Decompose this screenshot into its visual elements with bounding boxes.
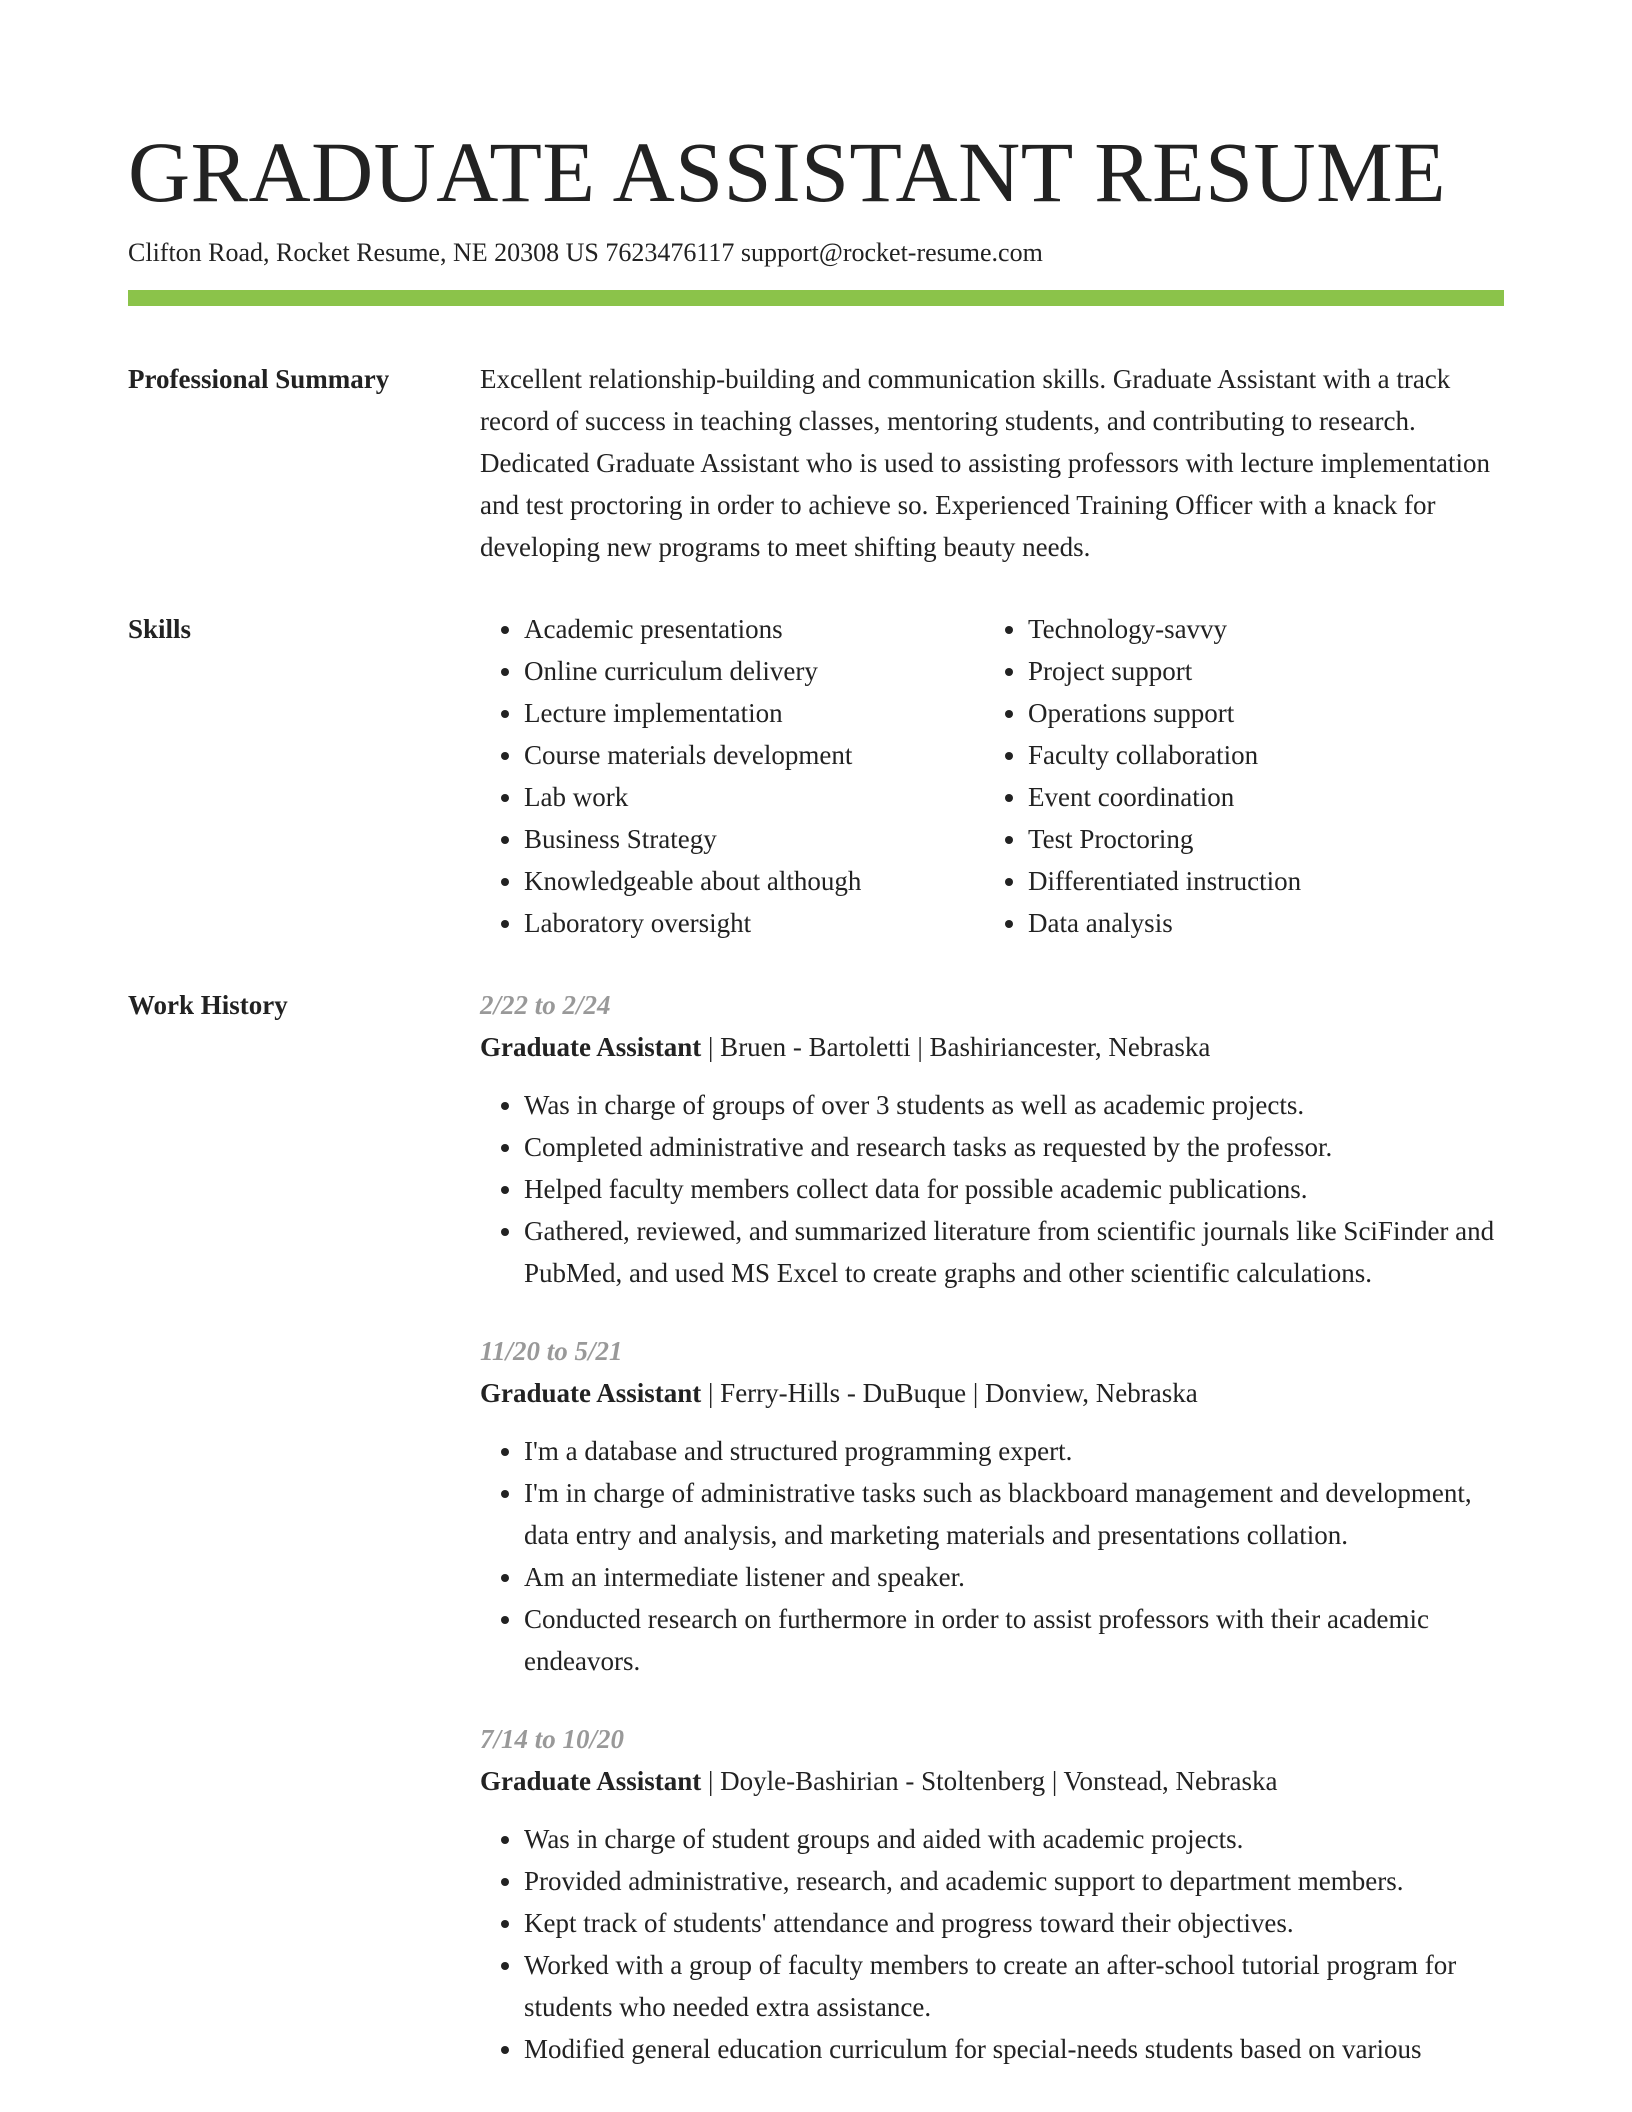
skill-item: • Business Strategy — [524, 818, 984, 860]
work-history-body — [480, 984, 1504, 2106]
job-entry — [480, 1718, 1504, 2070]
skill-item: • Knowledgeable about although — [524, 860, 984, 902]
skills-grid — [480, 608, 1504, 944]
job-dates: 11/20 to 5/21 — [480, 1336, 623, 1366]
skill-item: • Lecture implementation — [524, 692, 984, 734]
skills-list-right — [984, 608, 1488, 944]
skill-item: • Event coordination — [1028, 776, 1488, 818]
skills-section — [128, 608, 1504, 944]
job-bullet: • Helped faculty members collect data for possible academic publications. — [524, 1168, 1504, 1210]
skill-item: • Operations support — [1028, 692, 1488, 734]
accent-divider — [128, 290, 1504, 306]
section-label-summary: Professional Summary — [128, 364, 390, 394]
job-bullet: • Was in charge of student groups and aided with academic projects. — [524, 1818, 1504, 1860]
summary-body — [480, 358, 1504, 568]
job-bullet: • Modified general education curriculum for special-needs students based on various — [524, 2028, 1504, 2070]
job-title: Graduate Assistant — [480, 1378, 702, 1408]
job-employer-location: | Doyle-Bashirian - Stoltenberg | Vonstead, Nebraska — [701, 1766, 1278, 1796]
professional-summary-section — [128, 358, 1504, 568]
resume-page — [128, 0, 1504, 2106]
job-bullet-list — [480, 1818, 1504, 2070]
job-employer-location: | Ferry-Hills - DuBuque | Donview, Nebraska — [701, 1378, 1198, 1408]
page-title: GRADUATE ASSISTANT RESUME — [128, 124, 1447, 220]
job-bullet: • Kept track of students' attendance and progress toward their objectives. — [524, 1902, 1504, 1944]
job-bullet: • Gathered, reviewed, and summarized literature from scientific journals like SciFinder and PubMed, and used MS Excel to create graphs and other scientific calculations. — [524, 1210, 1504, 1294]
work-history-section — [128, 984, 1504, 2106]
skill-item: • Technology-savvy — [1028, 608, 1488, 650]
job-bullet-list — [480, 1430, 1504, 1682]
job-bullet-list — [480, 1084, 1504, 1294]
job-bullet: • Was in charge of groups of over 3 students as well as academic projects. — [524, 1084, 1504, 1126]
job-header — [480, 1760, 1504, 1802]
job-entry — [480, 984, 1504, 1294]
section-label-skills: Skills — [128, 614, 192, 644]
skill-item: • Data analysis — [1028, 902, 1488, 944]
summary-text: Excellent relationship-building and communication skills. Graduate Assistant with a track record of success in teaching classes, mentoring students, and contributing to research. Dedicated Graduate Assistant who is used to assisting professors with lecture implementation and test proctoring in order to achieve so. Experienced Training Officer with a knack for developing new programs to meet shifting beauty needs. — [480, 364, 1491, 562]
job-title: Graduate Assistant — [480, 1766, 702, 1796]
job-bullet: • Am an intermediate listener and speaker. — [524, 1556, 1504, 1598]
job-entry — [480, 1330, 1504, 1682]
job-header — [480, 1372, 1504, 1414]
skill-item: • Lab work — [524, 776, 984, 818]
job-title: Graduate Assistant — [480, 1032, 702, 1062]
job-bullet: • Completed administrative and research tasks as requested by the professor. — [524, 1126, 1504, 1168]
job-dates: 7/14 to 10/20 — [480, 1724, 625, 1754]
section-label-work-history: Work History — [128, 990, 288, 1020]
job-bullet: • Conducted research on furthermore in order to assist professors with their academic endeavors. — [524, 1598, 1504, 1682]
skills-list-left — [480, 608, 984, 944]
skill-item: • Course materials development — [524, 734, 984, 776]
contact-info: Clifton Road, Rocket Resume, NE 20308 US 7623476117 support@rocket-resume.com — [128, 238, 1043, 267]
job-bullet: • I'm a database and structured programming expert. — [524, 1430, 1504, 1472]
skills-body — [480, 608, 1504, 944]
skill-item: • Differentiated instruction — [1028, 860, 1488, 902]
skill-item: • Test Proctoring — [1028, 818, 1488, 860]
job-employer-location: | Bruen - Bartoletti | Bashiriancester, Nebraska — [701, 1032, 1211, 1062]
skill-item: • Laboratory oversight — [524, 902, 984, 944]
job-dates: 2/22 to 2/24 — [480, 990, 611, 1020]
job-bullet: • Worked with a group of faculty members to create an after-school tutorial program for students who needed extra assistance. — [524, 1944, 1504, 2028]
skill-item: • Project support — [1028, 650, 1488, 692]
job-bullet: • Provided administrative, research, and academic support to department members. — [524, 1860, 1504, 1902]
job-bullet: • I'm in charge of administrative tasks such as blackboard management and development, data entry and analysis, and marketing materials and presentations collation. — [524, 1472, 1504, 1556]
skill-item: • Academic presentations — [524, 608, 984, 650]
skill-item: • Online curriculum delivery — [524, 650, 984, 692]
job-header — [480, 1026, 1504, 1068]
skill-item: • Faculty collaboration — [1028, 734, 1488, 776]
